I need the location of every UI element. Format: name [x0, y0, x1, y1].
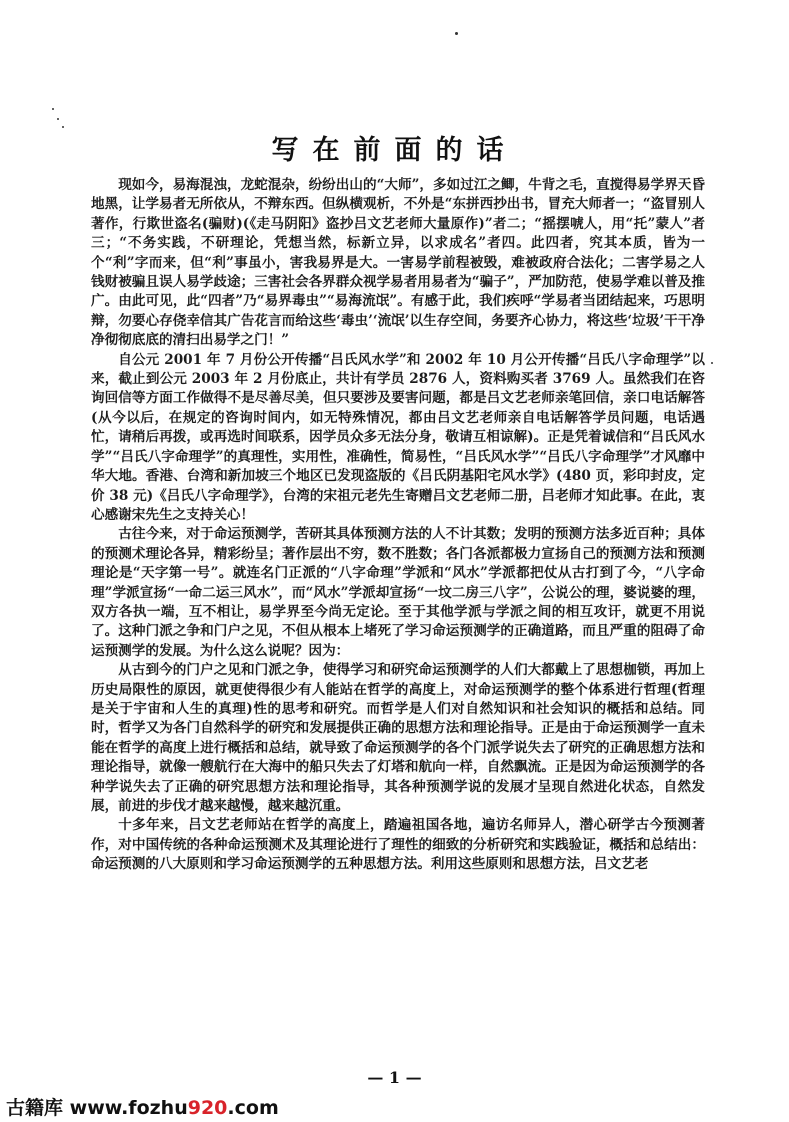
watermark-label: 古籍库 [6, 1097, 64, 1119]
scan-speck [52, 108, 54, 110]
site-watermark [6, 1093, 279, 1120]
paragraph-2: 自公元 2001 年 7 月份公开传播“吕氏风水学”和 2002 年 10 月公开传播“吕氏八字命理学”以来，截止到公元 2003 年 2 月份底止，共计有学员 2876 人，资料购买者 3769 人。虽然我们在咨询回信等方面工作做得不是尽善尽美，但只要涉及要害问题，都是吕文艺老师亲笔回信，亲口电话解答(从今以后，在规定的咨询时间内，如无特殊情况，都由吕文艺老师亲自电话解答学员问题，电话遇忙，请稍后再拨，或再选时间联系，因学员众多无法分身，敬请互相谅解)。正是凭着诚信和“吕氏风水学”“吕氏八字命理学”的真理性，实用性，准确性，简易性，“吕氏风水学”“吕氏八字命理学”才风靡中华大地。香港、台湾和新加坡三个地区已发现盗版的《吕氏阴基阳宅风水学》(480 页，彩印封皮，定价 38 元)《吕氏八字命理学》，台湾的宋祖元老先生寄赠吕文艺老师二册，吕老师才知此事。在此，衷心感谢宋先生之支持关心！ [91, 351, 705, 523]
watermark-url-prefix: www.fozhu [69, 1097, 188, 1119]
watermark-url[interactable] [70, 1097, 279, 1119]
page-number: — 1 — [367, 1068, 422, 1087]
scan-speck [711, 362, 713, 364]
page-title: 写在前面的话 [271, 135, 518, 166]
watermark-url-suffix: .com [227, 1097, 279, 1119]
watermark-url-highlight: 920 [187, 1097, 228, 1119]
paragraph-4: 从古到今的门户之见和门派之争，使得学习和研究命运预测学的人们大都戴上了思想枷锁，再加上历史局限性的原因，就更使得很少有人能站在哲学的高度上，对命运预测学的整个体系进行哲理(哲理是关于宇宙和人生的真理)性的思考和研究。而哲学是人们对自然知识和社会知识的概括和总结。同时，哲学又为各门自然科学的研究和发展提供正确的思想方法和理论指导。正是由于命运预测学一直未能在哲学的高度上进行概括和总结，就导致了命运预测学的各个门派学说失去了研究的正确思想方法和理论指导，就像一艘航行在大海中的船只失去了灯塔和航向一样，自然飘流。正是因为命运预测学的各种学说失去了正确的研究思想方法和理论指导，其各种预测学说的发展才呈现自然进化状态，自然发展，前进的步伐才越来越慢，越来越沉重。 [91, 662, 705, 814]
scan-speck [57, 118, 59, 120]
paragraph-1: 现如今，易海混浊，龙蛇混杂，纷纷出山的“大师”，多如过江之鲫，牛背之毛，直搅得易学界天昏地黑，让学易者无所依从，不辩东西。但纵横观析，不外是“东拼西抄出书，冒充大师者一；“盗冒别人著作，行欺世盗名(骗财)(《走马阴阳》盗抄吕文艺老师大量原作)”者二；“摇摆唬人，用“托”蒙人”者三；“不务实践，不研理论，凭想当然，标新立异，以求成名”者四。此四者，究其本质，皆为一个“利”字而来，但“利”事虽小，害我易界是大。一害易学前程被毁，难被政府合法化；二害学易之人钱财被骗且误人易学歧途；三害社会各界群众视学易者用易者为“骗子”，严加防范，使易学难以普及推广。由此可见，此“四者”乃“易界毒虫”“易海流氓”。有感于此，我们疾呼“学易者当团结起来，巧思明辩，勿要心存侥幸信其广告花言而给这些‘毒虫’‘流氓’以生存空间，务要齐心协力，将这些‘垃圾’干干净净彻彻底底的清扫出易学之门！” [91, 177, 705, 349]
scan-speck [455, 32, 458, 35]
body-text [91, 176, 705, 875]
paragraph-3: 古往今来，对于命运预测学，苦研其具体预测方法的人不计其数；发明的预测方法多近百种；具体的预测术理论各异，精彩纷呈；著作层出不穷，数不胜数；各门各派都极力宣扬自己的预测方法和预测理论是“天字第一号”。就连名门正派的“八字命理”学派和“风水”学派都把仗从古打到了今，“八字命理”学派宣扬“一命二运三风水”，而“风水”学派却宣扬“一坟二房三八字”，公说公的理，婆说婆的理，双方各执一端，互不相让，易学界至今尚无定论。至于其他学派与学派之间的相互攻讦，就更不用说了。这种门派之争和门户之见，不但从根本上堵死了学习命运预测学的正确道路，而且严重的阻碍了命运预测学的发展。为什么这么说呢？因为： [91, 526, 705, 659]
paragraph-5: 十多年来，吕文艺老师站在哲学的高度上，踏遍祖国各地，遍访名师异人，潜心研学古今预测著作，对中国传统的各种命运预测术及其理论进行了理性的细致的分析研究和实践验证，概括和总结出：命运预测的八大原则和学习命运预测学的五种思想方法。利用这些原则和思想方法，吕文艺老 [91, 817, 705, 873]
